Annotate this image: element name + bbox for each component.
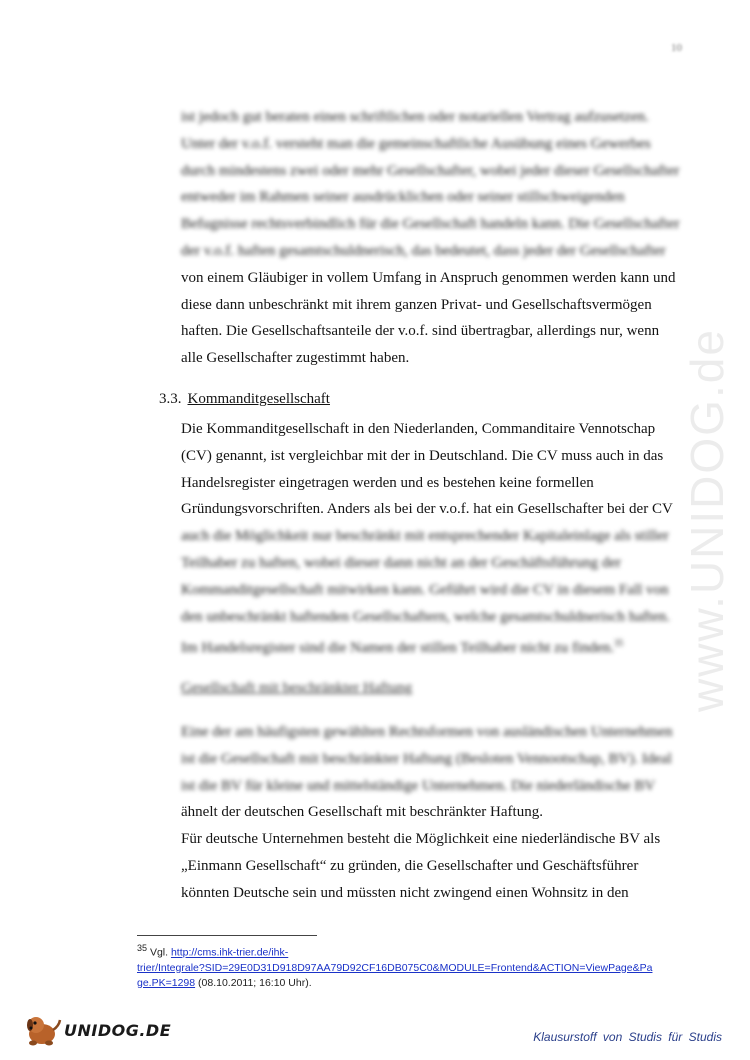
blurred-line xyxy=(181,630,701,662)
blurred-line: Eine der am häufigsten gewählten Rechtsformen von ausländischen Unternehmen xyxy=(181,724,673,740)
text-line: „Einmann Gesellschaft“ zu gründen, die Gesellschafter und Geschäftsführer xyxy=(181,857,639,874)
footnote-link-part-3[interactable]: ge.PK=1298 xyxy=(137,976,196,989)
logo-text: UNIDOG.DE xyxy=(64,1020,172,1040)
footnote-number: 35 xyxy=(137,943,148,953)
footnote xyxy=(137,941,697,991)
paragraph-3 xyxy=(181,719,701,907)
footnote-ref: 35 xyxy=(614,638,624,649)
text-line: ähnelt der deutschen Gesellschaft mit beschränkter Haftung. xyxy=(181,804,543,821)
blurred-line: Kommanditgesellschaft mitwirken kann. Geführt wird die CV in diesem Fall von xyxy=(181,581,669,598)
text-line: alle Gesellschafter zugestimmt haben. xyxy=(181,350,410,367)
footnote-link-part-2[interactable]: trier/Integrale?SID=29E0D31D918D97AA79D92CF16DB075C0&MODULE=Frontend&ACTION=ViewPage&Pa xyxy=(137,961,653,974)
dog-icon xyxy=(22,1012,62,1048)
text-line: Die Kommanditgesellschaft in den Niederlanden, Commanditaire Vennotschap xyxy=(181,421,656,437)
paragraph-1 xyxy=(181,104,701,372)
blurred-line: Teilhaber zu haften, wobei dieser dann nicht an der Geschäftsführung der xyxy=(181,554,622,571)
footnote-suffix: (08.10.2011; 16:10 Uhr). xyxy=(198,976,312,989)
page-number: 10 xyxy=(671,42,682,54)
blurred-line-text: Im Handelsregister sind die Namen der stillen Teilhaber nicht zu finden. xyxy=(181,640,615,657)
blurred-line: ist die Gesellschaft mit beschränkter Haftung (Besloten Vennootschap, BV). Ideal xyxy=(181,750,672,767)
text-line: Für deutsche Unternehmen besteht die Möglichkeit eine niederländische BV als xyxy=(181,831,661,848)
blurred-line: ist jedoch gut beraten einen schriftlichen oder notariellen Vertrag aufzusetzen. xyxy=(181,109,649,125)
footnote-line-2 xyxy=(137,961,697,976)
footnote-line-1 xyxy=(137,941,697,961)
text-line: haften. Die Gesellschaftsanteile der v.o.f. sind übertragbar, allerdings nur, wenn xyxy=(181,323,660,340)
text-line: diese dann unbeschränkt mit ihrem ganzen Privat- und Gesellschaftsvermögen xyxy=(181,296,652,313)
blurred-line: der v.o.f. haften gesamtschuldnerisch, das bedeutet, dass jeder der Gesellschafter xyxy=(181,242,666,259)
blurred-line: durch mindestens zwei oder mehr Gesellschafter, wobei jeder dieser Gesellschafter xyxy=(181,162,680,179)
blurred-line: entweder im Rahmen seiner ausdrücklichen oder seiner stillschweigenden xyxy=(181,189,625,206)
section-number: 3.3. xyxy=(159,391,182,407)
blurred-line: ist die BV für kleine und mittelständige Unternehmen. Die niederländische BV xyxy=(181,777,656,794)
blurred-line: den unbeschränkt haftenden Gesellschaftern, welche gesamtschuldnerisch haften. xyxy=(181,608,670,625)
footnote-divider xyxy=(137,935,317,936)
footnote-prefix: Vgl. xyxy=(149,946,169,959)
watermark: www.UNIDOG.de xyxy=(681,328,733,712)
blurred-line: auch die Möglichkeit nur beschränkt mit entsprechender Kapitaleinlage als stiller xyxy=(181,528,669,545)
blurred-line: Unter der v.o.f. versteht man die gemeinschaftliche Ausübung eines Gewerbes xyxy=(181,135,651,152)
footer-tagline: Klausurstoff von Studis für Studis xyxy=(533,1030,722,1044)
paragraph-2 xyxy=(181,416,701,662)
footnote-line-3 xyxy=(137,976,697,991)
subheading: Gesellschaft mit beschränkter Haftung xyxy=(181,680,413,696)
text-line: (CV) genannt, ist vergleichbar mit der in Deutschland. Die CV muss auch in das xyxy=(181,447,664,464)
text-line: Gründungsvorschriften. Anders als bei der v.o.f. hat ein Gesellschafter bei der CV xyxy=(181,501,673,518)
section-title: Kommanditgesellschaft xyxy=(187,391,330,407)
section-heading xyxy=(159,391,330,408)
blurred-line: Befugnisse rechtsverbindlich für die Gesellschaft handeln kann. Die Gesellschafter xyxy=(181,216,680,233)
text-line: von einem Gläubiger in vollem Umfang in Anspruch genommen werden kann und xyxy=(181,269,676,286)
text-line: könnten Deutsche sein und müssten nicht zwingend einen Wohnsitz in den xyxy=(181,884,629,901)
unidog-logo xyxy=(22,1012,171,1048)
text-line: Handelsregister eingetragen werden und es bestehen keine formellen xyxy=(181,474,594,491)
footnote-link-part-1[interactable]: http://cms.ihk-trier.de/ihk- xyxy=(170,946,289,959)
